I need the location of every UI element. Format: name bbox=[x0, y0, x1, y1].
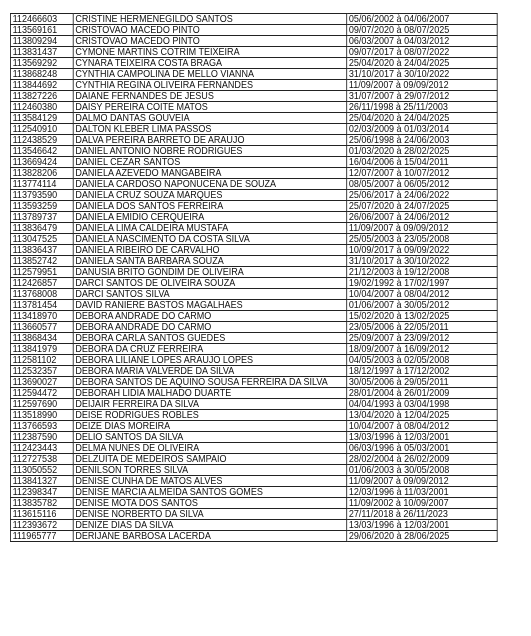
period-cell: 25/04/2020 à 24/04/2025 bbox=[347, 113, 498, 124]
person-name-cell: DALTON KLEBER LIMA PASSOS bbox=[73, 124, 346, 135]
person-name-cell: DARCI SANTOS DE OLIVEIRA SOUZA bbox=[73, 278, 346, 289]
record-id-cell: 112727538 bbox=[10, 454, 73, 465]
person-name-cell: DANIELA LIMA CALDEIRA MUSTAFA bbox=[73, 223, 346, 234]
record-id-cell: 113766593 bbox=[10, 421, 73, 432]
table-row bbox=[10, 36, 497, 47]
record-id-cell: 113047525 bbox=[10, 234, 73, 245]
record-id-cell: 113827226 bbox=[10, 91, 73, 102]
person-name-cell: DANIELA AZEVEDO MANGABEIRA bbox=[73, 168, 346, 179]
person-name-cell: DAISY PEREIRA COITE MATOS bbox=[73, 102, 346, 113]
period-cell: 04/05/2003 à 02/05/2008 bbox=[347, 355, 498, 366]
period-cell: 01/06/2003 à 30/05/2008 bbox=[347, 465, 498, 476]
period-cell: 09/07/2017 à 08/07/2022 bbox=[347, 47, 498, 58]
table-row bbox=[10, 80, 497, 91]
table-row bbox=[10, 421, 497, 432]
person-name-cell: DEIZE DIAS MOREIRA bbox=[73, 421, 346, 432]
period-cell: 28/02/2004 à 26/02/2009 bbox=[347, 454, 498, 465]
period-cell: 08/05/2007 à 06/05/2012 bbox=[347, 179, 498, 190]
person-name-cell: DANIELA SANTA BARBARA SOUZA bbox=[73, 256, 346, 267]
record-id-cell: 113418970 bbox=[10, 311, 73, 322]
period-cell: 26/06/2007 à 24/06/2012 bbox=[347, 212, 498, 223]
person-name-cell: DENISE MARCIA ALMEIDA SANTOS GOMES bbox=[73, 487, 346, 498]
period-cell: 13/03/1996 à 12/03/2001 bbox=[347, 432, 498, 443]
period-cell: 23/05/2006 à 22/05/2011 bbox=[347, 322, 498, 333]
table-row bbox=[10, 487, 497, 498]
table-row bbox=[10, 135, 497, 146]
person-name-cell: DANIEL CEZAR SANTOS bbox=[73, 157, 346, 168]
record-id-cell: 112540910 bbox=[10, 124, 73, 135]
record-id-cell: 113584129 bbox=[10, 113, 73, 124]
record-id-cell: 113546642 bbox=[10, 146, 73, 157]
record-id-cell: 113050552 bbox=[10, 465, 73, 476]
table-row bbox=[10, 476, 497, 487]
table-row bbox=[10, 69, 497, 80]
table-row bbox=[10, 465, 497, 476]
person-name-cell: CYNARA TEIXEIRA COSTA BRAGA bbox=[73, 58, 346, 69]
record-id-cell: 113868434 bbox=[10, 333, 73, 344]
period-cell: 18/09/2007 à 16/09/2012 bbox=[347, 344, 498, 355]
record-id-cell: 113768008 bbox=[10, 289, 73, 300]
period-cell: 19/02/1992 à 17/02/1997 bbox=[347, 278, 498, 289]
table-row bbox=[10, 113, 497, 124]
table-row bbox=[10, 47, 497, 58]
record-id-cell: 113518990 bbox=[10, 410, 73, 421]
table-row bbox=[10, 168, 497, 179]
person-name-cell: DEISE RODRIGUES ROBLES bbox=[73, 410, 346, 421]
period-cell: 31/07/2007 à 29/07/2012 bbox=[347, 91, 498, 102]
person-name-cell: DENILSON TORRES SILVA bbox=[73, 465, 346, 476]
table-row bbox=[10, 454, 497, 465]
table-row bbox=[10, 509, 497, 520]
period-cell: 26/11/1998 à 25/11/2003 bbox=[347, 102, 498, 113]
person-name-cell: DANIELA CARDOSO NAPONUCENA DE SOUZA bbox=[73, 179, 346, 190]
record-id-cell: 112393672 bbox=[10, 520, 73, 531]
person-name-cell: DALMO DANTAS GOUVEIA bbox=[73, 113, 346, 124]
person-name-cell: DANIELA NASCIMENTO DA COSTA SILVA bbox=[73, 234, 346, 245]
person-name-cell: DANIELA RIBEIRO DE CARVALHO bbox=[73, 245, 346, 256]
table-row bbox=[10, 223, 497, 234]
table-row bbox=[10, 179, 497, 190]
period-cell: 30/05/2006 à 29/05/2011 bbox=[347, 377, 498, 388]
period-cell: 05/06/2002 à 04/06/2007 bbox=[347, 14, 498, 25]
record-id-cell: 112438529 bbox=[10, 135, 73, 146]
person-name-cell: DEBORA LILIANE LOPES ARAUJO LOPES bbox=[73, 355, 346, 366]
table-row bbox=[10, 234, 497, 245]
period-cell: 25/06/1998 à 24/06/2003 bbox=[347, 135, 498, 146]
record-id-cell: 113774114 bbox=[10, 179, 73, 190]
record-id-cell: 112579951 bbox=[10, 267, 73, 278]
record-id-cell: 113841327 bbox=[10, 476, 73, 487]
person-name-cell: DEBORA DA CRUZ FERREIRA bbox=[73, 344, 346, 355]
table-row bbox=[10, 377, 497, 388]
table-row bbox=[10, 102, 497, 113]
period-cell: 06/03/2007 à 04/03/2012 bbox=[347, 36, 498, 47]
record-id-cell: 112594472 bbox=[10, 388, 73, 399]
record-id-cell: 113841979 bbox=[10, 344, 73, 355]
period-cell: 27/11/2018 à 26/11/2023 bbox=[347, 509, 498, 520]
period-cell: 10/04/2007 à 08/04/2012 bbox=[347, 421, 498, 432]
person-name-cell: DENIZE DIAS DA SILVA bbox=[73, 520, 346, 531]
period-cell: 25/04/2020 à 24/04/2025 bbox=[347, 58, 498, 69]
table-row bbox=[10, 333, 497, 344]
period-cell: 06/03/1996 à 05/03/2001 bbox=[347, 443, 498, 454]
record-id-cell: 113836479 bbox=[10, 223, 73, 234]
table-row bbox=[10, 289, 497, 300]
person-name-cell: DERIJANE BARBOSA LACERDA bbox=[73, 531, 346, 542]
person-name-cell: DEBORA SANTOS DE AQUINO SOUSA FERREIRA DA SILVA bbox=[73, 377, 346, 388]
person-name-cell: DENISE CUNHA DE MATOS ALVES bbox=[73, 476, 346, 487]
person-name-cell: DEBORA ANDRADE DO CARMO bbox=[73, 322, 346, 333]
record-id-cell: 113835782 bbox=[10, 498, 73, 509]
table-row bbox=[10, 410, 497, 421]
period-cell: 11/09/2007 à 09/09/2012 bbox=[347, 476, 498, 487]
record-id-cell: 113690027 bbox=[10, 377, 73, 388]
period-cell: 13/04/2020 à 12/04/2025 bbox=[347, 410, 498, 421]
table-row bbox=[10, 366, 497, 377]
period-cell: 25/05/2003 à 23/05/2008 bbox=[347, 234, 498, 245]
person-name-cell: DELMA NUNES DE OLIVEIRA bbox=[73, 443, 346, 454]
record-id-cell: 113836437 bbox=[10, 245, 73, 256]
record-id-cell: 113793590 bbox=[10, 190, 73, 201]
period-cell: 31/10/2017 à 30/10/2022 bbox=[347, 256, 498, 267]
person-name-cell: DELZUITA DE MEDEIROS SAMPAIO bbox=[73, 454, 346, 465]
person-name-cell: DENISE NORBERTO DA SILVA bbox=[73, 509, 346, 520]
table-row bbox=[10, 388, 497, 399]
person-name-cell: DANUSIA BRITO GONDIM DE OLIVEIRA bbox=[73, 267, 346, 278]
period-cell: 10/04/2007 à 08/04/2012 bbox=[347, 289, 498, 300]
period-cell: 29/06/2020 à 28/06/2025 bbox=[347, 531, 498, 542]
table-row bbox=[10, 91, 497, 102]
person-name-cell: DEIJAIR FERREIRA DA SILVA bbox=[73, 399, 346, 410]
person-name-cell: DARCI SANTOS SILVA bbox=[73, 289, 346, 300]
table-row bbox=[10, 311, 497, 322]
record-id-cell: 113569292 bbox=[10, 58, 73, 69]
records-table bbox=[10, 13, 498, 542]
period-cell: 16/04/2006 à 15/04/2011 bbox=[347, 157, 498, 168]
person-name-cell: DANIELA DOS SANTOS FERREIRA bbox=[73, 201, 346, 212]
record-id-cell: 111965777 bbox=[10, 531, 73, 542]
table-row bbox=[10, 14, 497, 25]
period-cell: 11/09/2002 à 10/09/2007 bbox=[347, 498, 498, 509]
table-row bbox=[10, 58, 497, 69]
record-id-cell: 113789737 bbox=[10, 212, 73, 223]
table-row bbox=[10, 245, 497, 256]
period-cell: 04/04/1993 à 03/04/1998 bbox=[347, 399, 498, 410]
person-name-cell: CYNTHIA CAMPOLINA DE MELLO VIANNA bbox=[73, 69, 346, 80]
period-cell: 28/01/2004 à 26/01/2009 bbox=[347, 388, 498, 399]
record-id-cell: 113569161 bbox=[10, 25, 73, 36]
table-row bbox=[10, 498, 497, 509]
record-id-cell: 113809294 bbox=[10, 36, 73, 47]
record-id-cell: 113868248 bbox=[10, 69, 73, 80]
period-cell: 25/07/2020 à 24/07/2025 bbox=[347, 201, 498, 212]
person-name-cell: DAIANE FERNANDES DE JESUS bbox=[73, 91, 346, 102]
record-id-cell: 112460380 bbox=[10, 102, 73, 113]
person-name-cell: DAVID RANIERE BASTOS MAGALHAES bbox=[73, 300, 346, 311]
period-cell: 21/12/2003 à 19/12/2008 bbox=[347, 267, 498, 278]
period-cell: 01/06/2007 à 30/05/2012 bbox=[347, 300, 498, 311]
table-row bbox=[10, 157, 497, 168]
period-cell: 18/12/1997 à 17/12/2002 bbox=[347, 366, 498, 377]
table-row bbox=[10, 212, 497, 223]
table-row bbox=[10, 443, 497, 454]
person-name-cell: DEBORAH LIDIA MALHADO DUARTE bbox=[73, 388, 346, 399]
person-name-cell: CRISTOVAO MACEDO PINTO bbox=[73, 36, 346, 47]
record-id-cell: 113828206 bbox=[10, 168, 73, 179]
person-name-cell: DEBORA ANDRADE DO CARMO bbox=[73, 311, 346, 322]
table-row bbox=[10, 201, 497, 212]
period-cell: 01/03/2020 à 28/02/2025 bbox=[347, 146, 498, 157]
table-row bbox=[10, 432, 497, 443]
table-row bbox=[10, 322, 497, 333]
period-cell: 10/09/2017 à 09/09/2022 bbox=[347, 245, 498, 256]
person-name-cell: DEBORA MARIA VALVERDE DA SILVA bbox=[73, 366, 346, 377]
table-row bbox=[10, 399, 497, 410]
records-table-body bbox=[10, 14, 497, 542]
table-row bbox=[10, 124, 497, 135]
record-id-cell: 112426857 bbox=[10, 278, 73, 289]
person-name-cell: DANIEL ANTONIO NOBRE RODRIGUES bbox=[73, 146, 346, 157]
table-row bbox=[10, 267, 497, 278]
person-name-cell: CYMONE MARTINS COTRIM TEIXEIRA bbox=[73, 47, 346, 58]
record-id-cell: 113781454 bbox=[10, 300, 73, 311]
period-cell: 11/09/2007 à 09/09/2012 bbox=[347, 223, 498, 234]
record-id-cell: 113844692 bbox=[10, 80, 73, 91]
record-id-cell: 113669424 bbox=[10, 157, 73, 168]
record-id-cell: 113593259 bbox=[10, 201, 73, 212]
table-row bbox=[10, 344, 497, 355]
record-id-cell: 113852742 bbox=[10, 256, 73, 267]
table-row bbox=[10, 531, 497, 542]
record-id-cell: 112597690 bbox=[10, 399, 73, 410]
period-cell: 13/03/1996 à 12/03/2001 bbox=[347, 520, 498, 531]
table-row bbox=[10, 520, 497, 531]
record-id-cell: 112398347 bbox=[10, 487, 73, 498]
person-name-cell: DEBORA CARLA SANTOS GUEDES bbox=[73, 333, 346, 344]
table-row bbox=[10, 146, 497, 157]
record-id-cell: 113615116 bbox=[10, 509, 73, 520]
table-row bbox=[10, 256, 497, 267]
period-cell: 25/06/2017 à 24/06/2022 bbox=[347, 190, 498, 201]
period-cell: 31/10/2017 à 30/10/2022 bbox=[347, 69, 498, 80]
person-name-cell: CYNTHIA REGINA OLIVEIRA FERNANDES bbox=[73, 80, 346, 91]
person-name-cell: DANIELA EMIDIO CERQUEIRA bbox=[73, 212, 346, 223]
person-name-cell: CRISTOVAO MACEDO PINTO bbox=[73, 25, 346, 36]
record-id-cell: 112466603 bbox=[10, 14, 73, 25]
period-cell: 11/09/2007 à 09/09/2012 bbox=[347, 80, 498, 91]
record-id-cell: 112532357 bbox=[10, 366, 73, 377]
person-name-cell: CRISTINE HERMENEGILDO SANTOS bbox=[73, 14, 346, 25]
period-cell: 15/02/2020 à 13/02/2025 bbox=[347, 311, 498, 322]
table-row bbox=[10, 300, 497, 311]
period-cell: 25/09/2007 à 23/09/2012 bbox=[347, 333, 498, 344]
person-name-cell: DANIELA CRUZ SOUZA MARQUES bbox=[73, 190, 346, 201]
record-id-cell: 112581102 bbox=[10, 355, 73, 366]
record-id-cell: 112387590 bbox=[10, 432, 73, 443]
person-name-cell: DALVA PEREIRA BARRETO DE ARAUJO bbox=[73, 135, 346, 146]
period-cell: 09/07/2020 à 08/07/2025 bbox=[347, 25, 498, 36]
record-id-cell: 113831437 bbox=[10, 47, 73, 58]
table-row bbox=[10, 190, 497, 201]
table-row bbox=[10, 355, 497, 366]
person-name-cell: DENISE MOTA DOS SANTOS bbox=[73, 498, 346, 509]
record-id-cell: 112423443 bbox=[10, 443, 73, 454]
person-name-cell: DELIO SANTOS DA SILVA bbox=[73, 432, 346, 443]
record-id-cell: 113660577 bbox=[10, 322, 73, 333]
period-cell: 02/03/2009 à 01/03/2014 bbox=[347, 124, 498, 135]
table-row bbox=[10, 278, 497, 289]
table-row bbox=[10, 25, 497, 36]
period-cell: 12/07/2007 à 10/07/2012 bbox=[347, 168, 498, 179]
period-cell: 12/03/1996 à 11/03/2001 bbox=[347, 487, 498, 498]
